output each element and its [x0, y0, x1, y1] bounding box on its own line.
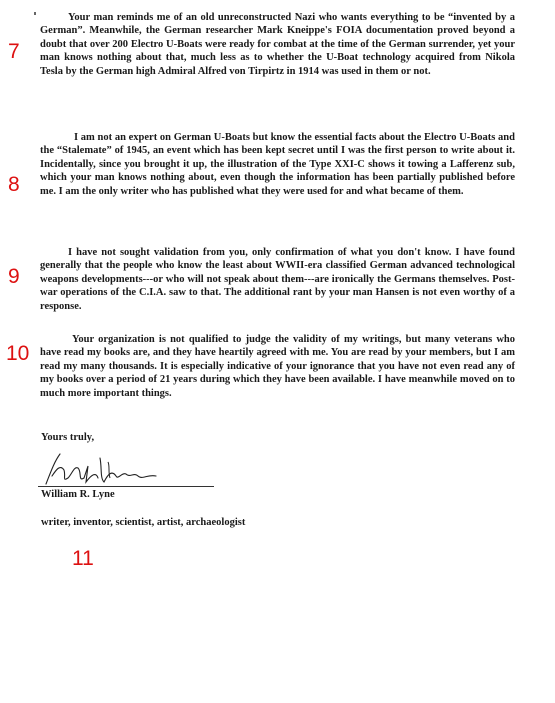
paragraph-3: I have not sought validation from you, only confirmation of what you don't know. I have found generally that the people who know the least about WWII-era classified German advanced technological weapons developments---or who will not speak about them---are ironically the Germans themselves. Post-war operations of the C.I.A. saw to that. The additional rant by your man Hansen is not even worthy of a response.	[40, 247, 515, 312]
scan-speck	[34, 12, 36, 15]
marker-11: 11	[72, 547, 94, 570]
signer-titles: writer, inventor, scientist, artist, archaeologist	[41, 517, 246, 528]
handwritten-signature	[38, 448, 168, 490]
paragraph-1: Your man reminds me of an old unreconstructed Nazi who wants everything to be “invented by a German”. Meanwhile, the German researcher Mark Kneippe's FOIA documentation proved beyond a doubt that over 200 Electro U-Boats were ready for combat at the time of the German surrender, yet your man knows nothing about that, much less as to whether the U-Boat technology acquired from Nikola Tesla by the German high Admiral Alfred von Tirpirtz in 1914 was used in them or not.	[40, 12, 515, 77]
marker-8: 8	[8, 173, 20, 196]
marker-7: 7	[8, 40, 20, 63]
marker-9: 9	[8, 265, 20, 288]
closing-salutation: Yours truly,	[41, 432, 95, 443]
paragraph-2: I am not an expert on German U-Boats but know the essential facts about the Electro U-Boats and the “Stalemate” of 1945, an event which has been kept secret until I was the first person to write about it. Incidentally, since you brought it up, the illustration of the Type XXI-C shows it towing a Lafferenz sub, which your man knows nothing about, even though the information has been partially published before me. I am the only writer who has published what they were used for and what became of them.	[40, 132, 515, 197]
marker-10: 10	[6, 342, 30, 365]
paragraph-4: Your organization is not qualified to judge the validity of my writings, but many veterans who have read my books are, and they have heartily agreed with me. You are read by your members, but I am read my many thousands. It is especially indicative of your ignorance that you have not even read any of my books over a period of 21 years during which they have been available. I have meanwhile moved on to much more important things.	[40, 334, 515, 399]
signer-name: William R. Lyne	[41, 489, 115, 500]
signature-line	[38, 486, 214, 487]
